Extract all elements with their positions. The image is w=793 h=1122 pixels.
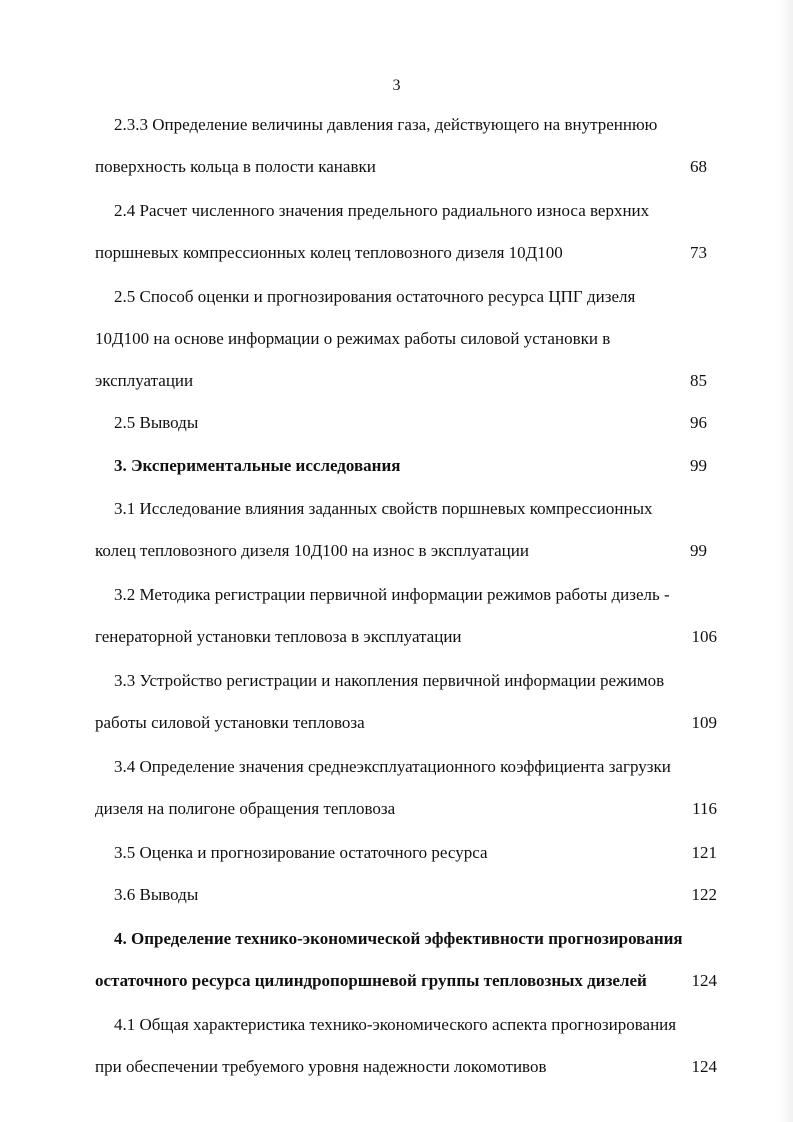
toc-entry-text: 2.4 Расчет численного значения предельного радиального износа верхних (114, 201, 650, 220)
page-number: 3 (392, 77, 401, 94)
toc-entry-text: 3.5 Оценка и прогнозирование остаточного ресурса (114, 843, 488, 862)
toc-entry-text: остаточного ресурса цилиндропоршневой группы тепловозных дизелей (95, 971, 647, 990)
toc-page-number: 121 (691, 843, 717, 862)
toc-entry-text: 2.5 Выводы (114, 413, 199, 432)
toc-entry-text: 2.3.3 Определение величины давления газа, действующего на внутреннюю (114, 115, 658, 134)
toc-page-number: 122 (691, 885, 717, 904)
toc-entry-text: 3.3 Устройство регистрации и накопления первичной информации режимов (114, 671, 665, 690)
toc-entry-text: работы силовой установки тепловоза (95, 713, 365, 732)
toc-entry-text: 2.5 Способ оценки и прогнозирования остаточного ресурса ЦПГ дизеля (114, 287, 636, 306)
toc-page-number: 124 (691, 1057, 717, 1076)
toc-entry-text: 3.2 Методика регистрации первичной информации режимов работы дизель - (114, 585, 670, 604)
toc-entry-text: 3.1 Исследование влияния заданных свойств поршневых компрессионных (114, 499, 653, 518)
toc-entry-text: колец тепловозного дизеля 10Д100 на износ в эксплуатации (95, 541, 529, 560)
toc-entry-text: эксплуатации (95, 371, 194, 390)
toc-page-number: 68 (690, 157, 707, 176)
toc-entry-text: 4.1 Общая характеристика технико-экономического аспекта прогнозирования (114, 1015, 677, 1034)
toc-page-number: 99 (690, 456, 707, 475)
toc-entry-text: при обеспечении требуемого уровня надежности локомотивов (95, 1057, 547, 1076)
toc-entry-text: поршневых компрессионных колец тепловозного дизеля 10Д100 (95, 243, 563, 262)
toc-page-number: 73 (690, 243, 707, 262)
toc-page-number: 96 (690, 413, 707, 432)
page-edge-shadow (779, 0, 793, 1122)
toc-entry-text: 4. Определение технико-экономической эффективности прогнозирования (114, 929, 683, 948)
toc-page-number: 116 (692, 799, 717, 818)
toc-entry-text: 3.6 Выводы (114, 885, 199, 904)
toc-page-number: 106 (691, 627, 717, 646)
toc-page-number: 124 (691, 971, 717, 990)
toc-entry-text: 3.4 Определение значения среднеэксплуатационного коэффициента загрузки (114, 757, 671, 776)
toc-page-number: 99 (690, 541, 707, 560)
toc-page-number: 109 (691, 713, 717, 732)
toc-entry-text: генераторной установки тепловоза в эксплуатации (95, 627, 462, 646)
toc-entry-text: поверхность кольца в полости канавки (95, 157, 376, 176)
toc-entry-text: 3. Экспериментальные исследования (114, 456, 401, 475)
toc-entry-text: дизеля на полигоне обращения тепловоза (95, 799, 396, 818)
toc-entry-text: 10Д100 на основе информации о режимах работы силовой установки в (95, 329, 611, 348)
toc-page-number: 85 (690, 371, 707, 390)
